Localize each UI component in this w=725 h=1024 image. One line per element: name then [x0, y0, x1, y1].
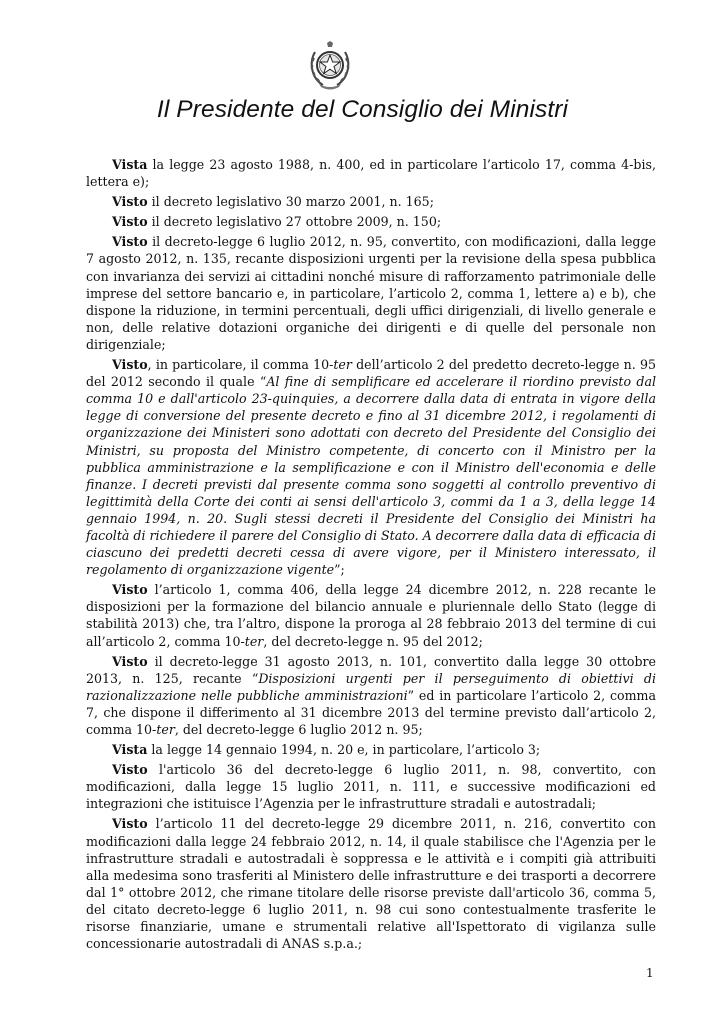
paragraph-text: il decreto legislativo 30 marzo 2001, n. 165;: [147, 194, 434, 210]
paragraph-italic: Disposizioni urgenti per il perseguimento di obiettivi di razionalizzazione nelle pubbliche amministrazioni: [86, 670, 656, 703]
paragraph-lead: Visto: [112, 653, 148, 669]
paragraph-lead: Visto: [112, 357, 148, 373]
paragraph-lead: Visto: [112, 234, 148, 250]
paragraph-text: dell’articolo 2 del predetto decreto-legge n. 95 del 2012 secondo il quale “: [86, 357, 656, 390]
paragraph-text: ”;: [334, 562, 345, 578]
paragraph-text: la legge 14 gennaio 1994, n. 20 e, in particolare, l’articolo 3;: [147, 742, 541, 758]
paragraph-text: l'articolo 36 del decreto-legge 6 luglio 2011, n. 98, convertito, con modificazioni, dalla legge 15 luglio 2011, n. 111, e successive modificazioni ed integrazioni che istituisce l’Agenzia per le infrastrutture stradali e autostradali;: [86, 762, 656, 812]
paragraph-text: l’articolo 1, comma 406, della legge 24 dicembre 2012, n. 228 recante le disposizioni per la formazione del bilancio annuale e pluriennale dello Stato (legge di stabilità 2013) che, tra l’altro, dispone la proroga al 28 febbraio 2013 del termine di cui all’articolo 2, comma 10-: [86, 582, 656, 649]
paragraph-lead: Visto: [112, 214, 148, 230]
paragraph-lead: Vista: [112, 742, 148, 758]
paragraph: [86, 741, 656, 758]
paragraph-text: la legge 23 agosto 1988, n. 400, ed in particolare l’articolo 17, comma 4-bis, lettera e);: [86, 157, 656, 190]
paragraph-text: l’articolo 11 del decreto-legge 29 dicembre 2011, n. 216, convertito con modificazioni dalla legge 24 febbraio 2012, n. 14, il quale stabilisce che l'Agenzia per le infrastrutture stradali e autostradali è soppressa e le attività e i compiti già attribuiti alla medesima sono trasferiti al Ministero delle infrastrutture e dei trasporti a decorrere dal 1° ottobre 2012, che rimane titolare delle risorse previste dall'articolo 36, comma 5, del citato decreto-legge 6 luglio 2011, n. 98 cui sono contestualmente trasferite le risorse finanziarie, umane e strumentali relative all'Ispettorato di vigilanza sulle concessionarie autostradali di ANAS s.p.a.;: [86, 816, 656, 952]
paragraph: [86, 156, 656, 190]
paragraph: [86, 761, 656, 812]
paragraph: [86, 653, 656, 738]
paragraph-italic: ter: [244, 633, 264, 649]
paragraph: [86, 233, 656, 353]
paragraph-text: , del decreto-legge n. 95 del 2012;: [263, 633, 483, 649]
paragraph-lead: Vista: [112, 157, 148, 172]
paragraph-lead: Visto: [112, 582, 148, 598]
paragraph-text: il decreto-legge 31 agosto 2013, n. 101, convertito dalla legge 30 ottobre 2013, n. 125, recante “: [86, 653, 656, 686]
paragraph-text: il decreto legislativo 27 ottobre 2009, n. 150;: [147, 214, 442, 230]
paragraph-lead: Visto: [112, 816, 148, 832]
paragraph-text: il decreto-legge 6 luglio 2012, n. 95, convertito, con modificazioni, dalla legge 7 agosto 2012, n. 135, recante disposizioni urgenti per la revisione della spesa pubblica con invarianza dei servizi ai cittadini nonché misure di rafforzamento patrimoniale delle imprese del settore bancario e, in particolare, l’articolo 2, comma 1, lettere a) e b), che dispone la riduzione, in termini percentuali, degli uffici dirigenziali, di livello generale e non, delle relative dotazioni organiche dei dirigenti e di quelle del personale non dirigenziale;: [86, 234, 656, 352]
paragraph-text: , del decreto-legge 6 luglio 2012 n. 95;: [174, 722, 423, 737]
document-body: [86, 156, 656, 955]
paragraph: [86, 193, 656, 210]
paragraph-text: ” ed in particolare l’articolo 2, comma 7, che dispone il differimento al 31 dicembre 2013 del termine previsto dall’articolo 2, comma 10-: [86, 687, 656, 737]
paragraph-text: , in particolare, il comma 10-: [147, 357, 334, 373]
page-number: 1: [646, 966, 654, 980]
paragraph-lead: Visto: [112, 194, 148, 210]
italian-republic-emblem-icon: [307, 40, 353, 90]
paragraph-lead: Visto: [112, 762, 148, 778]
page-title: Il Presidente del Consiglio dei Ministri: [156, 96, 569, 123]
paragraph-italic: ter: [156, 722, 175, 737]
paragraph-italic: ter: [333, 357, 352, 373]
paragraph: [86, 213, 656, 230]
paragraph: [86, 815, 656, 952]
quoted-text: Al fine di semplificare ed accelerare il riordino previsto dal comma 10 e dall'articolo 23-quinquies, a decorrere dalla data di entrata in vigore della legge di conversione del presente decreto e fino al 31 dicembre 2012, i regolamenti di organizzazione dei Ministeri sono adottati con decreto del Presidente del Consiglio dei Ministri, su proposta del Ministro competente, di concerto con il Ministro per la pubblica amministrazione e la semplificazione e con il Ministro dell'economia e delle finanze. I decreti previsti dal presente comma sono soggetti al controllo preventivo di legittimità della Corte dei conti ai sensi dell'articolo 3, commi da 1 a 3, della legge 14 gennaio 1994, n. 20. Sugli stessi decreti il Presidente del Consiglio dei Ministri ha facoltà di richiedere il parere del Consiglio di Stato. A decorrere dalla data di efficacia di ciascuno dei predetti decreti cessa di avere vigore, per il Ministero interessato, il regolamento di organizzazione vigente: [86, 374, 656, 578]
paragraph: [86, 581, 656, 649]
paragraph: [86, 356, 656, 578]
